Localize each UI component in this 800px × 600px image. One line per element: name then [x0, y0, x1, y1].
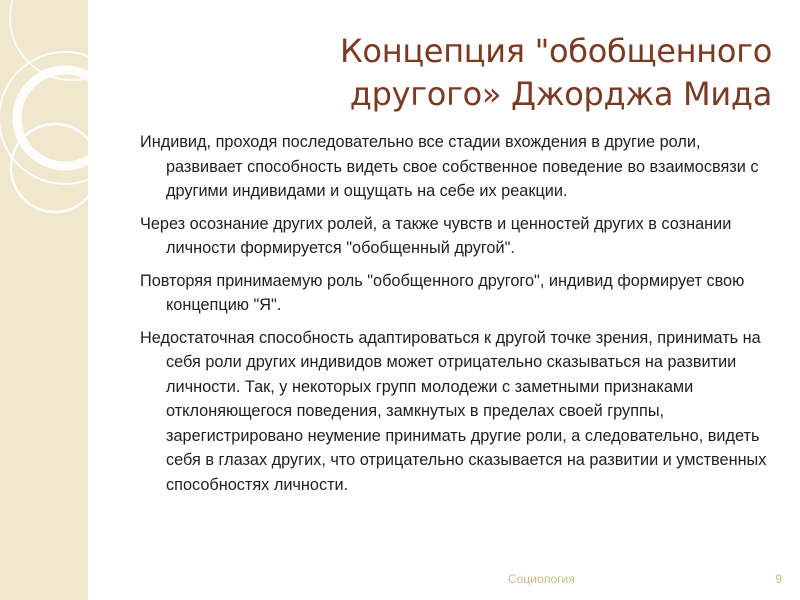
paragraph-1: Индивид, проходя последовательно все стадии вхождения в другие роли, развивает способность видеть свое собственное поведение во взаимосвязи с другими индивидами и ощущать на себе их реакции.: [140, 133, 759, 200]
slide-title-line-1: Концепция "обобщенного: [340, 32, 772, 70]
paragraph-4: Недостаточная способность адаптироваться к другой точке зрения, принимать на себя роли других индивидов может отрицательно сказываться на развитии личности. Так, у некоторых групп молодежи с заметными признаками отклоняющегося поведения, замкнутых в пределах своей группы, зарегистрировано неумение принимать другие роли, а следовательно, видеть себя в глазах других, что отрицательно сказывается на развитии и умственных способностях личности.: [140, 328, 767, 494]
decorative-rings: [0, 0, 130, 270]
slide-title-line-2: другого» Джорджа Мида: [349, 75, 772, 113]
footer-label: Социология: [508, 572, 575, 586]
paragraph-3: Повторяя принимаемую роль "обобщенного другого", индивид формирует свою концепцию "Я".: [140, 271, 745, 314]
slide-title: [152, 30, 772, 116]
paragraph-2: Через осознание других ролей, а также чувств и ценностей других в сознании личности формируется "обобщенный другой".: [140, 214, 732, 257]
slide-body: [140, 130, 780, 505]
page-number: 9: [775, 572, 782, 586]
